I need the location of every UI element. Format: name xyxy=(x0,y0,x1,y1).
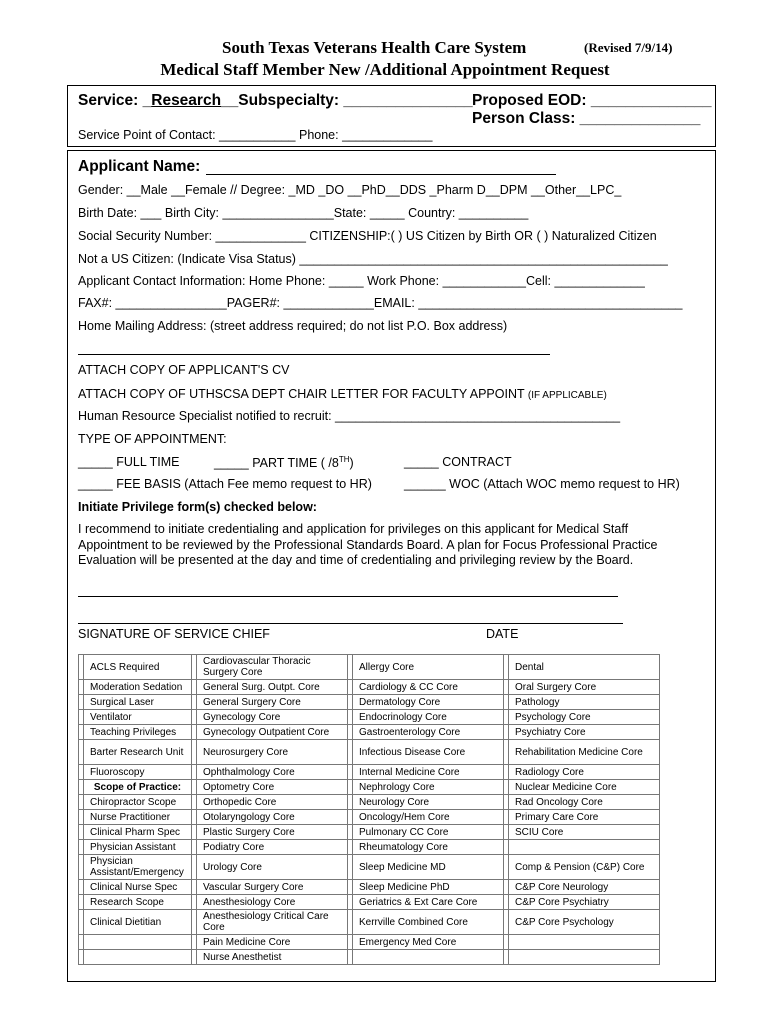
privilege-cell: Pulmonary CC Core xyxy=(353,825,504,840)
privilege-cell: Sleep Medicine PhD xyxy=(353,880,504,895)
privilege-cell: Gynecology Outpatient Core xyxy=(197,725,348,740)
fax-pager-email-field[interactable]: FAX#: ________________PAGER#: _____________EMAIL: ______________________________________ xyxy=(78,296,683,310)
privilege-cell: Nurse Practitioner xyxy=(84,810,192,825)
privilege-row xyxy=(79,895,660,910)
recommendation-line-3: Evaluation will be presented at the day and time of credentialing and privileging review by the Board. xyxy=(78,553,634,567)
privilege-cell: Vascular Surgery Core xyxy=(197,880,348,895)
privilege-row xyxy=(79,935,660,950)
privilege-cell: Oncology/Hem Core xyxy=(353,810,504,825)
privilege-cell: Geriatrics & Ext Care Core xyxy=(353,895,504,910)
privilege-cell: Ventilator xyxy=(84,710,192,725)
privilege-cell: Dental xyxy=(509,655,660,680)
service-section xyxy=(67,85,716,147)
if-applicable-note: (IF APPLICABLE) xyxy=(527,390,607,401)
privilege-cell: Podiatry Core xyxy=(197,840,348,855)
signature-label: SIGNATURE OF SERVICE CHIEF xyxy=(78,627,270,641)
person-class-field[interactable]: Person Class: ______________ xyxy=(472,110,701,127)
privilege-row xyxy=(79,725,660,740)
privilege-cell: General Surgery Core xyxy=(197,695,348,710)
privilege-cell: Gastroenterology Core xyxy=(353,725,504,740)
part-time-sup: TH xyxy=(338,455,350,464)
privilege-row xyxy=(79,810,660,825)
privilege-cell: Physician Assistant xyxy=(84,840,192,855)
privilege-row xyxy=(79,765,660,780)
home-address-line[interactable] xyxy=(78,354,550,355)
privilege-cell: Dermatology Core xyxy=(353,695,504,710)
privilege-cell: Pathology xyxy=(509,695,660,710)
privilege-cell: Clinical Pharm Spec xyxy=(84,825,192,840)
privilege-row xyxy=(79,655,660,680)
privilege-cell: Radiology Core xyxy=(509,765,660,780)
privilege-row xyxy=(79,840,660,855)
privilege-cell: Physician Assistant/Emergency xyxy=(84,855,192,880)
privilege-cell: Infectious Disease Core xyxy=(353,740,504,765)
contact-info-field[interactable]: Applicant Contact Information: Home Phone: _____ Work Phone: ____________Cell: _____________ xyxy=(78,274,645,288)
attach-letter-note xyxy=(78,387,607,401)
recommendation-line-1: I recommend to initiate credentialing and application for privileges on this applicant for Medical Staff xyxy=(78,522,629,536)
privilege-cell: Psychiatry Core xyxy=(509,725,660,740)
privilege-cell: Chiropractor Scope xyxy=(84,795,192,810)
privilege-cell: Oral Surgery Core xyxy=(509,680,660,695)
appointment-type-label: TYPE OF APPOINTMENT: xyxy=(78,432,227,446)
privilege-cell: Comp & Pension (C&P) Core xyxy=(509,855,660,880)
privilege-row xyxy=(79,855,660,880)
applicant-name-label: Applicant Name: xyxy=(78,158,201,175)
privilege-cell xyxy=(353,950,504,965)
privilege-cell xyxy=(84,950,192,965)
privilege-cell: Ophthalmology Core xyxy=(197,765,348,780)
privilege-cell: SCIU Core xyxy=(509,825,660,840)
service-contact-field[interactable]: Service Point of Contact: ___________ Phone: _____________ xyxy=(78,128,433,142)
full-time-option[interactable]: _____ FULL TIME xyxy=(78,455,180,469)
privilege-cell: Nephrology Core xyxy=(353,780,504,795)
gender-degree-field[interactable]: Gender: __Male __Female // Degree: _MD _DO __PhD__DDS _Pharm D__DPM __Other__LPC_ xyxy=(78,183,622,197)
privilege-row xyxy=(79,740,660,765)
privilege-cell: C&P Core Neurology xyxy=(509,880,660,895)
privilege-cell: Urology Core xyxy=(197,855,348,880)
privilege-cell: Psychology Core xyxy=(509,710,660,725)
privilege-cell: Internal Medicine Core xyxy=(353,765,504,780)
privilege-cell: Anesthesiology Core xyxy=(197,895,348,910)
privilege-cell: C&P Core Psychiatry xyxy=(509,895,660,910)
service-field[interactable] xyxy=(78,92,473,110)
comments-line-1[interactable] xyxy=(78,596,618,597)
date-label: DATE xyxy=(486,627,519,641)
service-value: Research xyxy=(151,92,222,109)
privilege-cell: Moderation Sedation xyxy=(84,680,192,695)
privilege-cell: Nurse Anesthetist xyxy=(197,950,348,965)
privilege-row xyxy=(79,910,660,935)
privilege-row xyxy=(79,680,660,695)
privilege-cell: Surgical Laser xyxy=(84,695,192,710)
privilege-cell: Orthopedic Core xyxy=(197,795,348,810)
privilege-row xyxy=(79,780,660,795)
birth-field[interactable]: Birth Date: ___ Birth City: ________________State: _____ Country: __________ xyxy=(78,206,529,220)
privilege-cell xyxy=(509,935,660,950)
privilege-cell xyxy=(509,950,660,965)
privilege-cell: Clinical Nurse Spec xyxy=(84,880,192,895)
signature-line[interactable] xyxy=(78,623,623,624)
attach-letter-text: ATTACH COPY OF UTHSCSA DEPT CHAIR LETTER FOR FACULTY APPOINT xyxy=(78,387,525,401)
privilege-cell: Anesthesiology Critical Care Core xyxy=(197,910,348,935)
attach-cv-note: ATTACH COPY OF APPLICANT'S CV xyxy=(78,363,290,377)
privilege-cell: Cardiovascular Thoracic Surgery Core xyxy=(197,655,348,680)
visa-status-field[interactable]: Not a US Citizen: (Indicate Visa Status) _____________________________________________________ xyxy=(78,252,668,266)
privilege-cell: Sleep Medicine MD xyxy=(353,855,504,880)
privilege-row xyxy=(79,710,660,725)
part-time-text: _____ PART TIME ( /8 xyxy=(214,456,339,471)
form-title: Medical Staff Member New /Additional Appointment Request xyxy=(160,60,610,79)
privilege-row xyxy=(79,880,660,895)
privilege-cell: C&P Core Psychology xyxy=(509,910,660,935)
privilege-cell: Nuclear Medicine Core xyxy=(509,780,660,795)
initiate-privilege-label: Initiate Privilege form(s) checked below: xyxy=(78,500,317,514)
privilege-row xyxy=(79,795,660,810)
org-name: South Texas Veterans Health Care System xyxy=(222,38,527,57)
privilege-cell: Emergency Med Core xyxy=(353,935,504,950)
privilege-cell: Research Scope xyxy=(84,895,192,910)
privilege-cell: Otolaryngology Core xyxy=(197,810,348,825)
ssn-citizenship-field[interactable]: Social Security Number: _____________ CITIZENSHIP:( ) US Citizen by Birth OR ( ) Naturalized Citizen xyxy=(78,229,657,243)
revision-date: (Revised 7/9/14) xyxy=(584,40,673,55)
privilege-cell: Allergy Core xyxy=(353,655,504,680)
privilege-cell: Endocrinology Core xyxy=(353,710,504,725)
fee-basis-option[interactable]: _____ FEE BASIS (Attach Fee memo request to HR) xyxy=(78,477,372,491)
privilege-cell: Neurosurgery Core xyxy=(197,740,348,765)
privilege-cell: Kerrville Combined Core xyxy=(353,910,504,935)
applicant-name-line[interactable] xyxy=(206,174,556,175)
privilege-row xyxy=(79,825,660,840)
home-address-label: Home Mailing Address: (street address required; do not list P.O. Box address) xyxy=(78,319,508,333)
part-time-end: ) xyxy=(349,456,354,471)
privilege-cell: Neurology Core xyxy=(353,795,504,810)
recommendation-line-2: Appointment to be reviewed by the Professional Standards Board. A plan for Focus Professional Practice xyxy=(78,538,658,552)
privilege-cell: Fluoroscopy xyxy=(84,765,192,780)
privilege-cell: Rehabilitation Medicine Core xyxy=(509,740,660,765)
privilege-row xyxy=(79,950,660,965)
subspecialty-field: __Subspecialty: _______________ xyxy=(221,92,473,109)
privilege-cell: Gynecology Core xyxy=(197,710,348,725)
privilege-cell: ACLS Required xyxy=(84,655,192,680)
privilege-cell: Barter Research Unit xyxy=(84,740,192,765)
proposed-eod-field[interactable]: Proposed EOD: ______________ xyxy=(472,92,712,109)
privilege-cell xyxy=(509,840,660,855)
privilege-cell: Rheumatology Core xyxy=(353,840,504,855)
contract-option[interactable]: _____ CONTRACT xyxy=(404,455,512,469)
privilege-cell: Cardiology & CC Core xyxy=(353,680,504,695)
privilege-cell xyxy=(84,935,192,950)
hr-notified-field[interactable]: Human Resource Specialist notified to recruit: _________________________________________ xyxy=(78,409,621,423)
privileges-table xyxy=(78,654,660,965)
privilege-cell: Optometry Core xyxy=(197,780,348,795)
privilege-cell: Plastic Surgery Core xyxy=(197,825,348,840)
privilege-cell: Pain Medicine Core xyxy=(197,935,348,950)
privilege-cell: Primary Care Core xyxy=(509,810,660,825)
privilege-cell: Scope of Practice: xyxy=(84,780,192,795)
privilege-cell: Rad Oncology Core xyxy=(509,795,660,810)
privilege-cell: Clinical Dietitian xyxy=(84,910,192,935)
privilege-cell: General Surg. Outpt. Core xyxy=(197,680,348,695)
woc-option[interactable]: ______ WOC (Attach WOC memo request to HR) xyxy=(404,477,680,491)
part-time-option[interactable] xyxy=(214,455,354,470)
privilege-row xyxy=(79,695,660,710)
privilege-cell: Teaching Privileges xyxy=(84,725,192,740)
service-label: Service: _ xyxy=(78,92,152,109)
